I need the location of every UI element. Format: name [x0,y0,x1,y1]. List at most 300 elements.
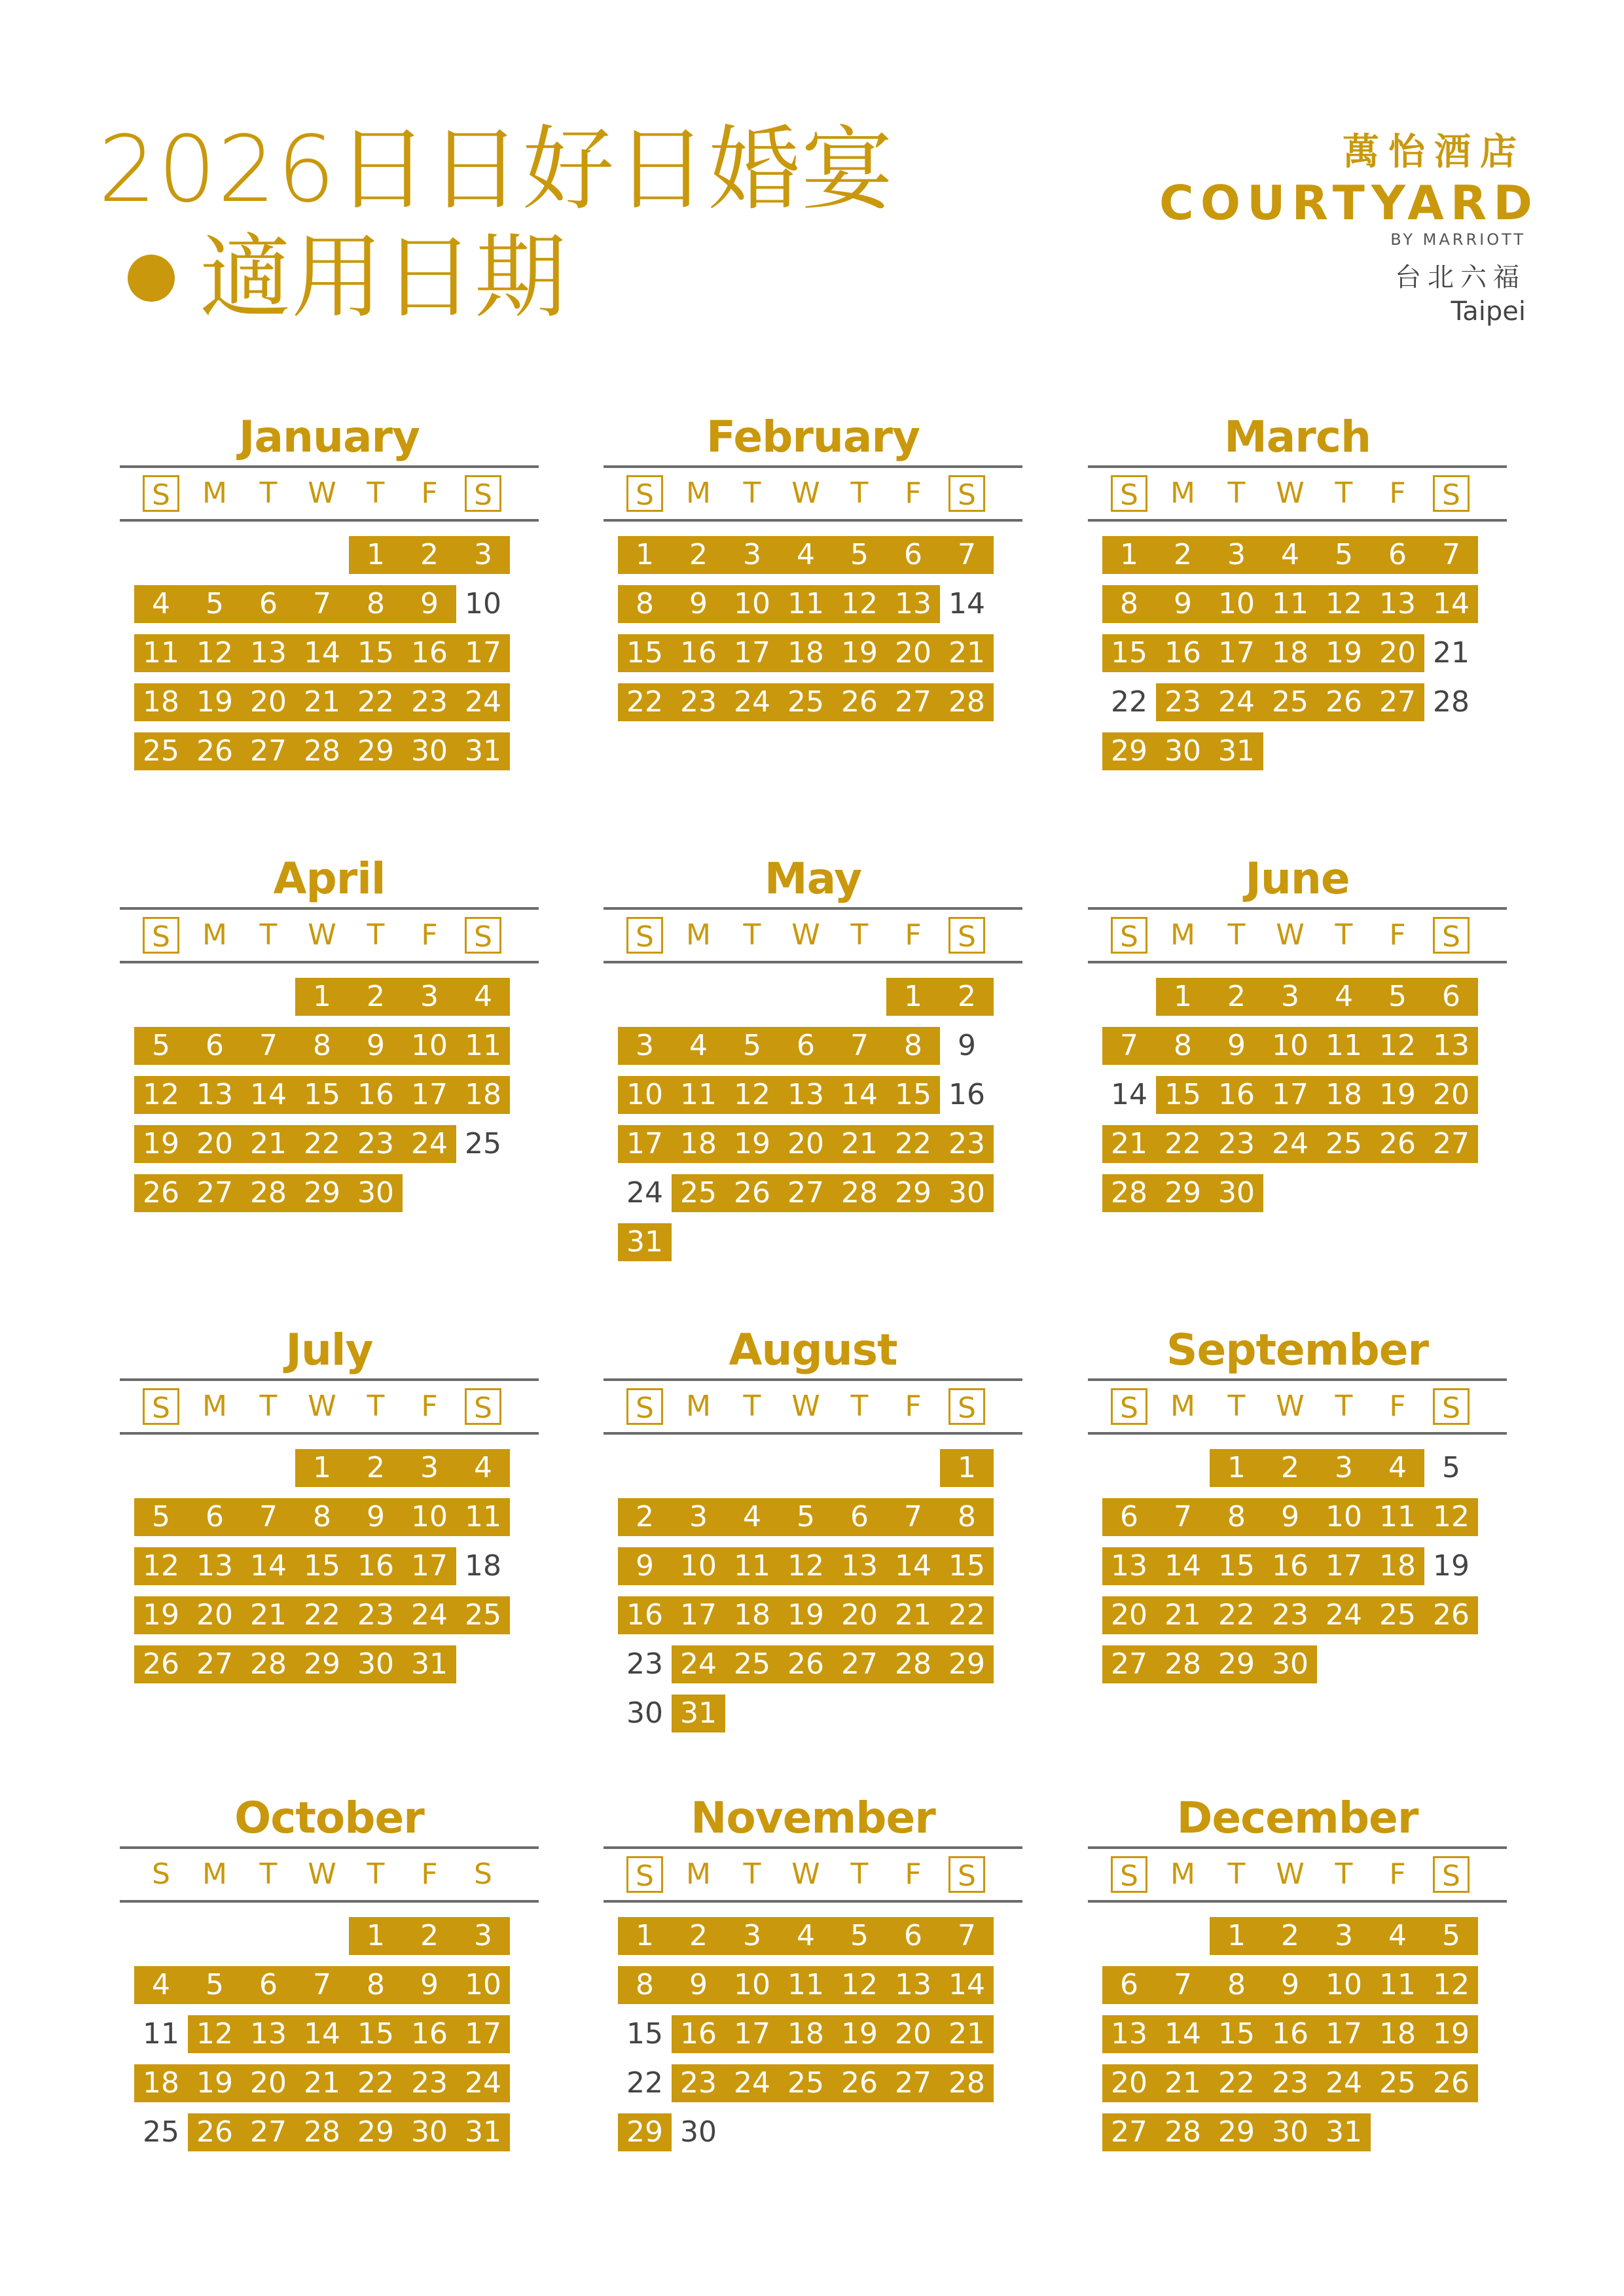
month-name: May [764,853,862,904]
day-available: 3 [1263,978,1317,1016]
day-available: 15 [295,1076,349,1114]
day-grid [120,536,539,811]
day-grid [120,1449,539,1724]
day-available: 8 [1210,1966,1263,2004]
day-available: 25 [725,1645,779,1683]
logo-name: COURTYARD [1159,175,1540,230]
day-unavailable: 28 [1433,685,1470,719]
month-may [604,851,1022,1259]
day-available: 4 [1317,978,1371,1016]
day-available: 26 [1371,1125,1424,1163]
day-available: 28 [242,1645,295,1683]
weekday-label: T [743,476,761,510]
day-available: 9 [672,1966,725,2004]
day-available: 12 [1371,1027,1424,1065]
day-available: 30 [403,732,456,770]
bullet-dot-icon [128,255,175,302]
weekday-label: S [143,475,179,512]
weekday-label: T [743,1390,761,1423]
day-available: 19 [188,683,242,721]
weekday-label: T [367,1857,385,1891]
day-available: 20 [886,634,940,672]
day-available: 22 [295,1596,349,1634]
day-available: 9 [1263,1966,1317,2004]
day-available: 8 [940,1498,994,1536]
day-available: 12 [188,634,242,672]
day-available: 29 [349,732,403,770]
day-available: 12 [1424,1966,1478,2004]
day-available: 19 [188,2064,242,2102]
day-grid [120,978,539,1253]
day-available: 15 [1210,2015,1263,2053]
day-unavailable: 14 [1111,1078,1147,1111]
day-available: 2 [940,978,994,1016]
day-available: 3 [725,536,779,574]
day-available: 6 [833,1498,886,1536]
day-grid [1088,1917,1507,2192]
month-name: July [285,1325,373,1375]
day-available: 4 [725,1498,779,1536]
weekday-label: T [367,1390,385,1423]
day-available: 6 [188,1027,242,1065]
day-available: 21 [1156,2064,1210,2102]
day-available: 19 [1424,2015,1478,2053]
day-available: 14 [295,2015,349,2053]
weekday-label: T [1227,1390,1246,1423]
day-available: 7 [1424,536,1478,574]
day-available: 24 [456,2064,510,2102]
weekday-label: M [686,918,711,952]
day-available: 20 [188,1596,242,1634]
day-available: 17 [725,2015,779,2053]
day-available: 17 [456,634,510,672]
day-available: 9 [349,1027,403,1065]
day-available: 10 [403,1027,456,1065]
weekday-label: T [367,476,385,510]
day-available: 24 [1317,1596,1371,1634]
day-available: 9 [1210,1027,1263,1065]
day-available: 2 [1210,978,1263,1016]
day-available: 15 [1210,1547,1263,1585]
day-available: 21 [1156,1596,1210,1634]
day-available: 6 [1371,536,1424,574]
day-available: 13 [242,634,295,672]
month-name: April [273,853,386,904]
day-available: 25 [1263,683,1317,721]
weekday-label: S [626,475,663,512]
day-available: 21 [940,2015,994,2053]
day-available: 11 [779,585,833,623]
day-available: 18 [1263,634,1317,672]
day-available: 1 [618,536,672,574]
day-available: 22 [1210,1596,1263,1634]
day-available: 28 [833,1174,886,1212]
day-available: 30 [1263,2113,1317,2151]
day-available: 23 [672,2064,725,2102]
day-available: 2 [349,978,403,1016]
day-available: 21 [833,1125,886,1163]
day-available: 13 [242,2015,295,2053]
weekday-label: S [465,1388,501,1425]
day-available: 10 [1210,585,1263,623]
day-available: 17 [672,1596,725,1634]
day-available: 26 [134,1174,188,1212]
weekday-header [1088,1378,1507,1435]
weekday-label: W [791,1390,820,1423]
day-available: 5 [833,1917,886,1955]
weekday-label: T [1335,1390,1353,1423]
day-available: 26 [1317,683,1371,721]
day-available: 22 [618,683,672,721]
day-grid [604,536,1022,811]
subtitle-text: 適用日期 [200,224,567,331]
day-unavailable: 5 [1442,1451,1460,1484]
day-available: 31 [456,732,510,770]
weekday-label: W [308,476,336,510]
weekday-label: F [1389,918,1406,952]
weekday-header [604,1378,1022,1435]
day-unavailable: 9 [958,1029,976,1062]
day-available: 26 [725,1174,779,1212]
day-available: 29 [1156,1174,1210,1212]
day-available: 1 [1210,1449,1263,1487]
day-available: 16 [672,634,725,672]
day-available: 1 [295,978,349,1016]
day-available: 12 [833,1966,886,2004]
day-available: 25 [779,2064,833,2102]
weekday-header [604,907,1022,963]
day-available: 10 [1263,1027,1317,1065]
day-available: 5 [188,585,242,623]
day-available: 30 [1263,1645,1317,1683]
weekday-label: F [421,1390,438,1423]
day-available: 4 [1371,1917,1424,1955]
day-available: 23 [940,1125,994,1163]
day-available: 31 [1317,2113,1371,2151]
weekday-label: S [143,1388,179,1425]
day-available: 9 [1156,585,1210,623]
month-february [604,409,1022,811]
weekday-label: S [1111,917,1147,954]
day-available: 5 [1371,978,1424,1016]
day-available: 11 [1371,1498,1424,1536]
weekday-label: W [791,1857,820,1891]
day-available: 29 [1210,1645,1263,1683]
weekday-label: M [202,1390,227,1423]
weekday-header [1088,1846,1507,1903]
weekday-label: S [626,917,663,954]
weekday-header [120,465,539,522]
month-june [1088,851,1507,1253]
weekday-header [1088,465,1507,522]
weekday-label: S [948,475,985,512]
day-available: 31 [672,1695,725,1732]
weekday-label: F [1389,1857,1406,1891]
day-available: 21 [1102,1125,1156,1163]
day-available: 17 [1210,634,1263,672]
weekday-label: M [1170,918,1195,952]
day-available: 29 [295,1174,349,1212]
weekday-label: W [1276,1857,1305,1891]
day-available: 27 [1102,1645,1156,1683]
day-available: 18 [725,1596,779,1634]
day-available: 3 [456,536,510,574]
day-available: 25 [1371,1596,1424,1634]
day-available: 2 [1263,1917,1317,1955]
weekday-label: T [1335,476,1353,510]
day-available: 28 [886,1645,940,1683]
day-available: 14 [242,1076,295,1114]
day-unavailable: 22 [626,2066,663,2100]
day-available: 6 [188,1498,242,1536]
day-available: 14 [886,1547,940,1585]
weekday-label: W [1276,476,1305,510]
day-available: 6 [886,1917,940,1955]
day-available: 10 [672,1547,725,1585]
day-available: 4 [672,1027,725,1065]
day-available: 19 [779,1596,833,1634]
day-available: 22 [1210,2064,1263,2102]
day-available: 7 [295,585,349,623]
day-unavailable: 21 [1433,636,1470,670]
day-available: 22 [886,1125,940,1163]
weekday-label: T [259,918,278,952]
day-available: 16 [1263,2015,1317,2053]
day-available: 9 [672,585,725,623]
weekday-label: W [308,1390,336,1423]
weekday-label: M [202,1857,227,1891]
day-available: 27 [833,1645,886,1683]
day-available: 25 [672,1174,725,1212]
weekday-label: S [1433,475,1470,512]
day-available: 8 [886,1027,940,1065]
day-available: 23 [1210,1125,1263,1163]
day-available: 15 [1156,1076,1210,1114]
weekday-label: M [202,918,227,952]
day-available: 27 [779,1174,833,1212]
weekday-label: M [686,1390,711,1423]
weekday-label: T [259,476,278,510]
logo-sub: BY MARRIOTT [1390,230,1526,249]
weekday-label: S [143,917,179,954]
day-available: 5 [1424,1917,1478,1955]
weekday-label: S [1433,1856,1470,1893]
day-available: 28 [940,683,994,721]
day-grid [604,1917,1022,2192]
day-available: 1 [349,1917,403,1955]
day-available: 13 [1102,1547,1156,1585]
day-available: 7 [886,1498,940,1536]
weekday-label: T [850,1857,869,1891]
day-available: 7 [940,1917,994,1955]
day-available: 6 [1102,1966,1156,2004]
weekday-header [120,907,539,963]
day-available: 29 [886,1174,940,1212]
day-available: 25 [134,732,188,770]
day-available: 27 [1102,2113,1156,2151]
day-available: 15 [295,1547,349,1585]
day-available: 31 [618,1223,672,1261]
day-available: 4 [456,978,510,1016]
logo-chinese: 萬怡酒店 [1343,131,1526,173]
day-available: 3 [1317,1449,1371,1487]
month-august [604,1322,1022,1730]
day-grid [1088,978,1507,1253]
day-available: 27 [886,683,940,721]
day-available: 1 [618,1917,672,1955]
day-available: 28 [295,732,349,770]
day-available: 8 [618,1966,672,2004]
day-available: 12 [1424,1498,1478,1536]
weekday-header [120,1378,539,1435]
weekday-label: S [1433,917,1470,954]
day-available: 27 [188,1174,242,1212]
day-available: 27 [242,732,295,770]
day-available: 16 [349,1076,403,1114]
weekday-label: S [1111,475,1147,512]
day-available: 20 [886,2015,940,2053]
weekday-label: F [905,476,922,510]
day-available: 1 [886,978,940,1016]
day-available: 7 [242,1027,295,1065]
weekday-label: M [1170,476,1195,510]
day-available: 11 [672,1076,725,1114]
day-available: 16 [618,1596,672,1634]
day-available: 14 [940,1966,994,2004]
day-available: 29 [618,2113,672,2151]
weekday-label: S [1111,1856,1147,1893]
day-available: 18 [134,2064,188,2102]
day-available: 26 [779,1645,833,1683]
day-available: 1 [1156,978,1210,1016]
day-available: 16 [1210,1076,1263,1114]
day-available: 25 [456,1596,510,1634]
day-available: 30 [403,2113,456,2151]
day-available: 17 [456,2015,510,2053]
month-name: June [1245,853,1350,904]
weekday-label: T [743,918,761,952]
day-available: 9 [618,1547,672,1585]
day-available: 18 [779,2015,833,2053]
weekday-label: T [259,1390,278,1423]
day-available: 23 [349,1596,403,1634]
day-available: 5 [134,1027,188,1065]
day-available: 2 [349,1449,403,1487]
day-available: 4 [1371,1449,1424,1487]
day-available: 11 [134,634,188,672]
day-available: 14 [833,1076,886,1114]
day-available: 24 [725,2064,779,2102]
day-available: 10 [1317,1966,1371,2004]
day-available: 18 [779,634,833,672]
month-name: February [706,412,920,462]
day-available: 3 [1317,1917,1371,1955]
day-available: 23 [403,2064,456,2102]
day-unavailable: 10 [465,587,501,620]
day-available: 16 [403,2015,456,2053]
day-available: 3 [1210,536,1263,574]
weekday-label: F [1389,1390,1406,1423]
day-available: 24 [1263,1125,1317,1163]
day-available: 25 [779,683,833,721]
weekday-label: F [421,918,438,952]
day-available: 7 [1102,1027,1156,1065]
weekday-label: T [1227,476,1246,510]
day-available: 24 [456,683,510,721]
day-available: 12 [134,1547,188,1585]
month-name: January [238,412,420,462]
day-available: 23 [349,1125,403,1163]
weekday-label: T [367,918,385,952]
weekday-label: T [259,1857,278,1891]
page-subtitle [128,224,567,331]
day-available: 13 [886,1966,940,2004]
day-available: 5 [1317,536,1371,574]
day-available: 28 [295,2113,349,2151]
day-available: 4 [456,1449,510,1487]
month-december [1088,1790,1507,2192]
weekday-label: F [421,476,438,510]
day-unavailable: 19 [1433,1549,1470,1583]
weekday-label: F [905,1857,922,1891]
day-available: 16 [672,2015,725,2053]
weekday-label: T [1335,1857,1353,1891]
day-available: 15 [940,1547,994,1585]
day-available: 26 [1424,1596,1478,1634]
day-available: 13 [1371,585,1424,623]
day-available: 26 [188,2113,242,2151]
weekday-label: W [1276,918,1305,952]
day-available: 4 [1263,536,1317,574]
day-available: 2 [1263,1449,1317,1487]
day-available: 22 [295,1125,349,1163]
day-available: 7 [1156,1966,1210,2004]
day-unavailable: 30 [626,1696,663,1730]
day-available: 27 [1424,1125,1478,1163]
page-title: 2026日日好日婚宴 [98,117,895,223]
day-available: 31 [403,1645,456,1683]
weekday-label: T [850,918,869,952]
day-available: 26 [134,1645,188,1683]
day-unavailable: 30 [680,2115,717,2149]
weekday-label: F [421,1857,438,1891]
day-available: 21 [940,634,994,672]
day-available: 12 [833,585,886,623]
day-available: 21 [242,1596,295,1634]
day-available: 8 [618,585,672,623]
day-available: 30 [349,1174,403,1212]
day-available: 24 [403,1596,456,1634]
weekday-label: M [1170,1390,1195,1423]
day-available: 15 [886,1076,940,1114]
day-available: 18 [672,1125,725,1163]
weekday-label: W [1276,1390,1305,1423]
day-available: 31 [456,2113,510,2151]
day-available: 20 [242,683,295,721]
day-available: 17 [403,1547,456,1585]
day-available: 4 [779,536,833,574]
day-available: 9 [403,585,456,623]
day-available: 26 [833,683,886,721]
day-available: 1 [295,1449,349,1487]
day-available: 9 [349,1498,403,1536]
weekday-label: M [202,476,227,510]
day-grid [604,978,1022,1259]
day-available: 3 [403,1449,456,1487]
day-available: 12 [1317,585,1371,623]
day-available: 3 [618,1027,672,1065]
day-available: 13 [1102,2015,1156,2053]
